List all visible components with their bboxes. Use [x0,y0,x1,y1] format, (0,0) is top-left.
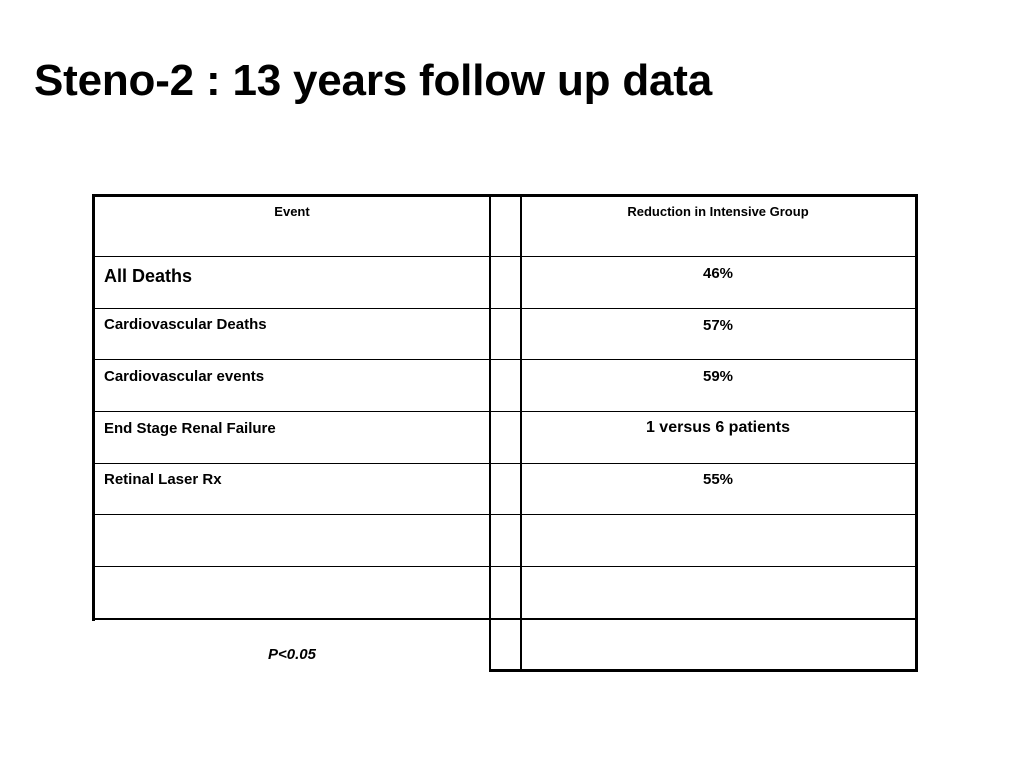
header-reduction: Reduction in Intensive Group [627,204,809,219]
row-reduction: 59% [702,368,734,385]
table-border-left [92,194,95,621]
row-event: Cardiovascular events [104,368,265,385]
row-reduction: 1 versus 6 patients [645,419,791,436]
column-divider-left [489,194,491,672]
table-border-bottom [489,669,918,672]
slide-title: Steno-2 : 13 years follow up data [34,56,712,105]
table-border-right [915,194,918,672]
row-reduction: 57% [702,317,734,334]
row-divider [92,463,918,464]
row-divider [92,359,918,360]
row-divider [92,566,918,567]
table-border-top [92,194,918,197]
row-divider [92,256,918,257]
row-divider [92,618,918,620]
row-reduction: 46% [702,265,734,282]
row-divider [92,514,918,515]
row-event: End Stage Renal Failure [104,420,276,437]
row-divider [92,308,918,309]
row-divider [92,411,918,412]
row-event: Cardiovascular Deaths [104,316,267,333]
significance-note: P<0.05 [268,646,316,663]
row-event: All Deaths [104,266,193,286]
row-reduction: 55% [702,471,734,488]
header-event: Event [274,204,310,219]
row-event: Retinal Laser Rx [104,471,222,488]
